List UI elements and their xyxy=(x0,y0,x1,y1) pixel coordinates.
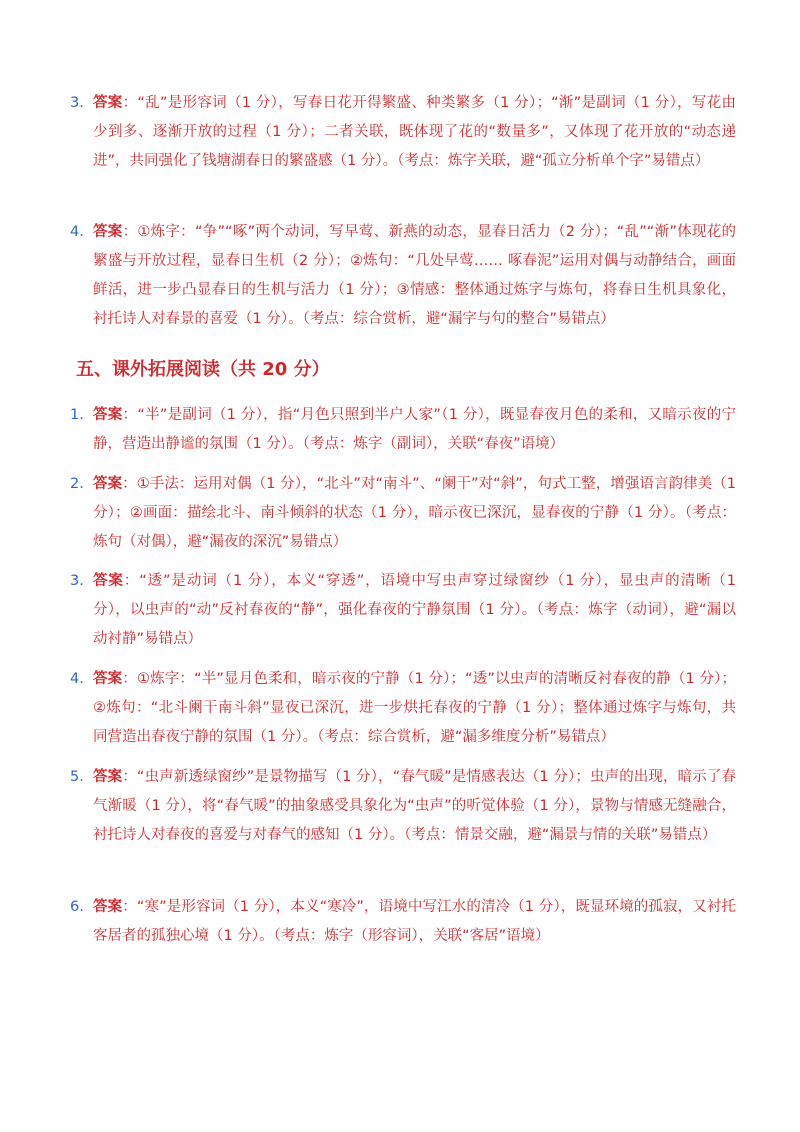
answer-text: ：“寒”是形容词（1 分），本义“寒冷”，语境中写江水的清冷（1 分），既显环境的孤寂，又衬托客居者的孤独心境（1 分）。（考点：炼字（形容词），关联“客居”语境） xyxy=(93,899,736,944)
answer-label: 答案 xyxy=(93,769,123,785)
answer-item-4-4 xyxy=(70,218,736,334)
answer-body xyxy=(93,763,736,850)
answer-label: 答案 xyxy=(93,899,123,915)
item-number: 5. xyxy=(70,769,84,785)
item-number: 3. xyxy=(70,573,84,589)
answer-text: ：①炼字：“半”显月色柔和，暗示夜的宁静（1 分）；“透”以虫声的清晰反衬春夜的静（1 分）；②炼句：“北斗阑干南斗斜”显夜已深沉，进一步烘托春夜的宁静（1 分）；整体通过炼字与炼句，共同营造出春夜宁静的氛围（1 分）。（考点：综合赏析，避“漏多维度分析”易错点） xyxy=(93,671,737,745)
item-number: 6. xyxy=(70,899,84,915)
answer-body xyxy=(93,218,736,334)
answer-label: 答案 xyxy=(93,476,123,492)
answer-text: ：“乱”是形容词（1 分），写春日花开得繁盛、种类繁多（1 分）；“渐”是副词（1 分），写花由少到多、逐渐开放的过程（1 分）；二者关联，既体现了花的“数量多”，又体现了花开放的“动态递进”，共同强化了钱塘湖春日的繁盛感（1 分）。（考点：炼字关联，避“孤立分析单个字”易错点） xyxy=(93,95,736,169)
answer-body xyxy=(93,567,736,654)
answer-body xyxy=(93,893,736,951)
item-number: 1. xyxy=(70,407,84,423)
item-number: 2. xyxy=(70,476,84,492)
item-number: 4. xyxy=(70,224,84,240)
section-heading: 五、课外拓展阅读（共 20 分） xyxy=(76,359,330,380)
answer-item-5-6 xyxy=(70,893,736,951)
answer-item-5-4 xyxy=(70,665,737,752)
answer-body xyxy=(93,470,736,557)
answer-text: ：“半”是副词（1 分），指“月色只照到半户人家”（1 分），既显春夜月色的柔和，又暗示夜的宁静，营造出静谧的氛围（1 分）。（考点：炼字（副词），关联“春夜”语境） xyxy=(93,407,736,452)
item-number: 3. xyxy=(70,95,84,111)
item-number: 4. xyxy=(70,671,84,687)
answer-item-5-2 xyxy=(70,470,737,557)
answer-body xyxy=(93,89,736,176)
answer-text: ：“透”是动词（1 分），本义“穿透”，语境中写虫声穿过绿窗纱（1 分），显虫声的清晰（1 分），以虫声的“动”反衬春夜的“静”，强化春夜的宁静氛围（1 分）。（考点：炼字（动词），避“漏以动衬静”易错点） xyxy=(93,573,737,647)
answer-item-5-1 xyxy=(70,401,736,459)
answer-text: ：“虫声新透绿窗纱”是景物描写（1 分），“春气暖”是情感表达（1 分）；虫声的出现，暗示了春气渐暖（1 分），将“春气暖”的抽象感受具象化为“虫声”的听觉体验（1 分），景物与情感无缝融合，衬托诗人对春夜的喜爱与对春气的感知（1 分）。（考点：情景交融，避“漏景与情的关联”易错点） xyxy=(93,769,736,843)
answer-item-5-3 xyxy=(70,567,737,654)
answer-label: 答案 xyxy=(93,224,123,240)
answer-item-4-3 xyxy=(70,89,736,176)
answer-text: ：①手法：运用对偶（1 分），“北斗”对“南斗”、“阑干”对“斜”，句式工整，增强语言韵律美（1 分）；②画面：描绘北斗、南斗倾斜的状态（1 分），暗示夜已深沉，显春夜的宁静（1 分）。（考点：炼句（对偶），避“漏夜的深沉”易错点） xyxy=(93,476,737,550)
answer-body xyxy=(93,401,736,459)
answer-text: ：①炼字：“争”“啄”两个动词，写早莺、新燕的动态，显春日活力（2 分）；“乱”“渐”体现花的繁盛与开放过程，显春日生机（2 分）；②炼句：“几处早莺…… 啄春泥”运用对偶与动静结合，画面鲜活，进一步凸显春日的生机与活力（1 分）；③情感：整体通过炼字与炼句，将春日生机具象化，衬托诗人对春景的喜爱（1 分）。（考点：综合赏析，避“漏字与句的整合”易错点） xyxy=(93,224,736,327)
answer-body xyxy=(93,665,736,752)
answer-label: 答案 xyxy=(93,573,124,589)
answer-label: 答案 xyxy=(93,407,123,423)
answer-label: 答案 xyxy=(93,671,123,687)
answer-label: 答案 xyxy=(93,95,123,111)
answer-item-5-5 xyxy=(70,763,736,850)
